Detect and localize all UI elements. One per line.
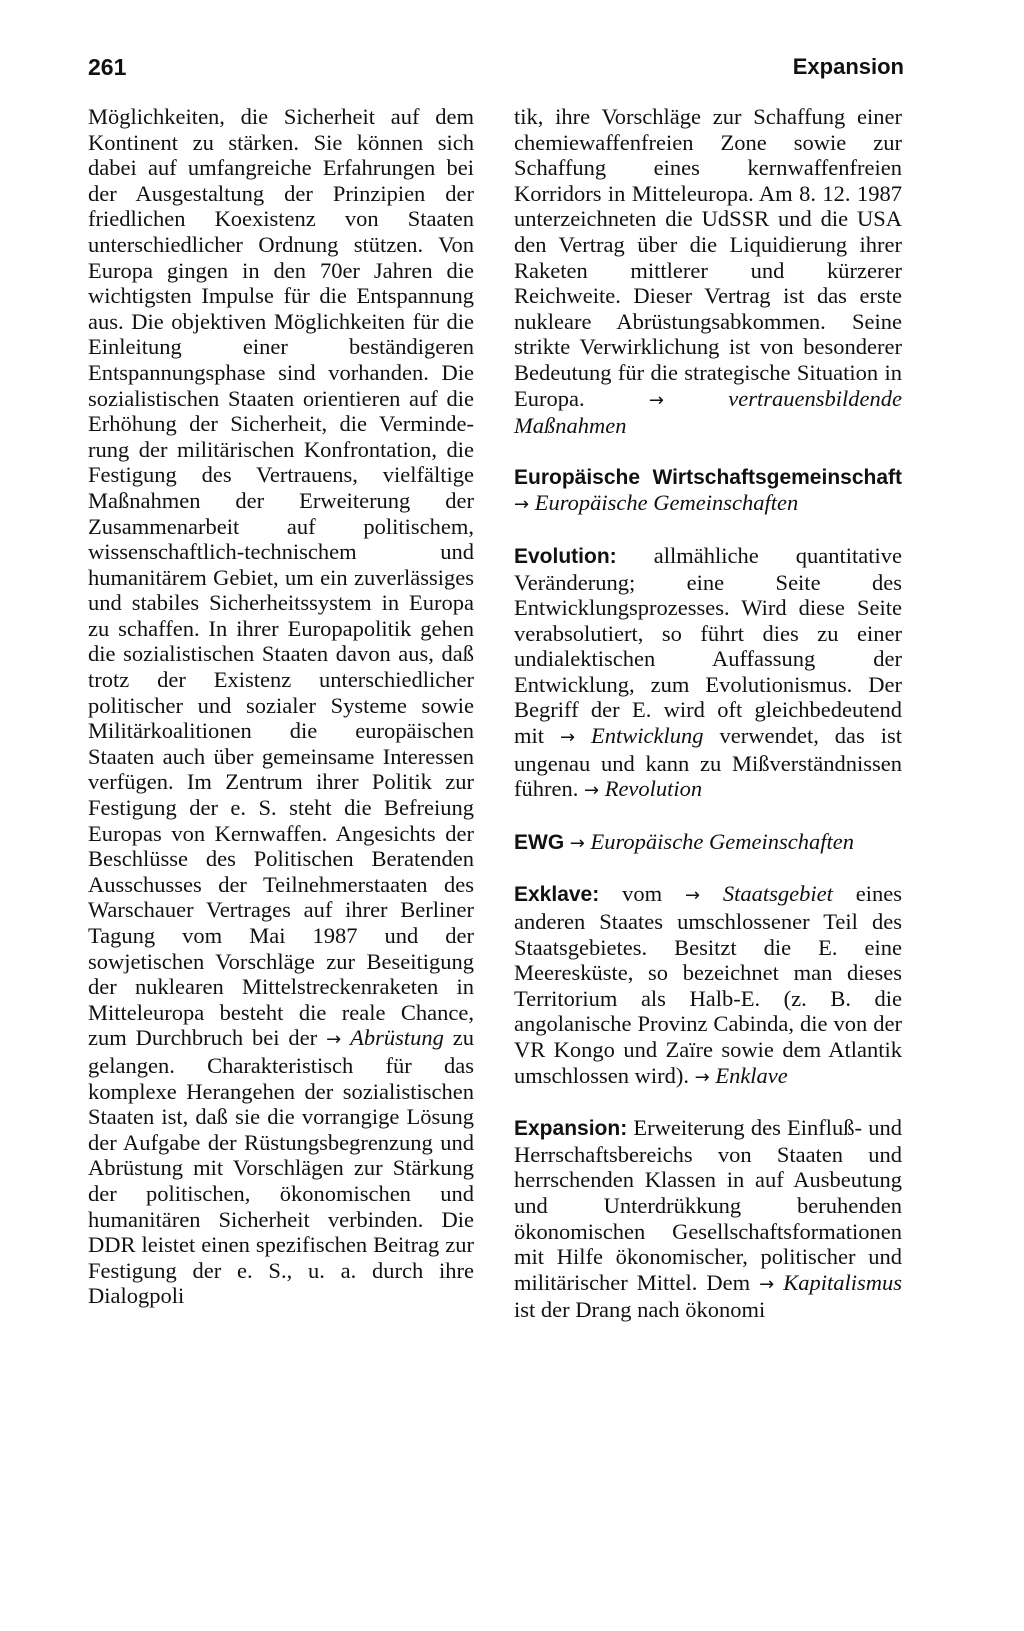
- cross-reference-entwicklung[interactable]: Entwicklung: [591, 723, 704, 749]
- continuation-text: tik, ihre Vorschläge zur Schaffung einer chemiewaffenfreien Zone sowie zur Schaffung eines kernwaffenfreien Korridors in Mitteleuropa. Am 8. 12. 1987 unterzeichneten die UdSSR und die USA den Vertrag über die Liquidierung ihrer Raketen mittlerer und kürzerer Reichweite. Dieser Vertrag ist das erste nukleare Abrüstungsabkommen. Seine strikte Verwirklichung ist von besonderer Bedeutung für die strategische Situation in Europa.: [514, 104, 902, 411]
- arrow-icon: →: [583, 780, 600, 802]
- entry-evolution: [514, 543, 902, 804]
- cross-reference-revolution[interactable]: Revolution: [604, 776, 703, 802]
- running-head: Expansion: [792, 54, 904, 79]
- page-number: 261: [88, 54, 127, 80]
- entry-expansion: [514, 1115, 902, 1323]
- cross-reference-abruestung[interactable]: Abrüstung: [350, 1025, 444, 1051]
- arrow-icon: →: [759, 1273, 775, 1295]
- lemma-ewg: EWG: [514, 830, 565, 854]
- right-column: [514, 104, 902, 1323]
- left-column-paragraph: [88, 104, 474, 1309]
- cross-reference-kapitalismus[interactable]: Kapitalismus: [783, 1269, 902, 1295]
- entry-ewg: [514, 829, 902, 857]
- cross-reference-europaeische-gemeinschaften[interactable]: Europäische Gemeinschaften: [534, 490, 799, 516]
- entry-exklave: [514, 881, 902, 1090]
- entry-text-after: eines anderen Staates umschlossener Teil des Staatsgebietes. Besitzt die E. eine Meeresküste, so bezeichnet man dieses Territorium als Halb-E. (z. B. die angolanische Provinz Cabinda, die von der VR Kongo und Zaïre sowie dem Atlantik umschlossen wird).: [514, 881, 902, 1088]
- arrow-icon: →: [694, 1066, 710, 1088]
- arrow-icon: →: [569, 832, 585, 854]
- entry-text-after: verwendet, das ist ungenau und kann zu Mißverständnissen führen.: [514, 723, 903, 802]
- entry-text: vom: [622, 881, 663, 907]
- lemma-expansion: Expansion:: [514, 1117, 628, 1141]
- arrow-icon: →: [326, 1029, 342, 1051]
- left-text-1: Möglichkeiten, die Sicherheit auf dem Kontinent zu stärken. Sie können sich dabei auf umfangreiche Erfahrungen bei der Ausgestaltung der Prinzipien der friedlichen Koexistenz von Staaten unterschiedlicher Ordnung stützen. Von Europa gingen in den 70er Jahren die wichtigsten Impulse für die Entspannung aus. Die objektiven Möglichkeiten für die Einleitung einer beständigeren Entspannungsphase sind vorhanden. Die sozialistischen Staaten orientieren auf die Erhöhung der Sicherheit, die Verminderung der militärischen Konfrontation, die Festigung des Vertrauens, vielfältige Maßnahmen der Erweiterung der Zusammenarbeit auf politischem, wissenschaftlich-technischem und humanitärem Gebiet, um ein zuverlässiges und stabiles Sicherheitssystem in Europa zu schaffen. In ihrer Europapolitik gehen die sozialistischen Staaten davon aus, daß trotz der Existenz unterschiedlicher politischer und sozialer Systeme sowie Militärkoalitionen die europäischen Staaten auch über gemeinsame Interessen verfügen. Im Zentrum ihrer Politik zur Festigung der e. S. steht die Befreiung Europas von Kernwaffen. Angesichts der Beschlüsse des Politischen Beratenden Ausschusses der Teilnehmerstaaten des Warschauer Vertrages auf ihrer Berliner Tagung vom Mai 1987 und der sowjetischen Vorschläge zur Beseitigung der nuklearen Mittelstreckenraketen in Mitteleuropa besteht die reale Chance, zum Durchbruch bei der: [88, 104, 474, 1051]
- entry-ewg-full: [514, 464, 902, 518]
- lemma-exklave: Exklave:: [514, 883, 600, 907]
- left-column: [88, 104, 474, 1309]
- arrow-icon: →: [684, 885, 701, 907]
- arrow-icon: →: [648, 389, 664, 411]
- entry-text: allmähliche quantitative Veränderung; eine Seite des Entwicklungsprozesses. Wird diese Seite verabsolutiert, so führt dies zu einer undialektischen Auffassung der Entwicklung, zum Evolutionismus. Der Begriff der E. wird oft gleichbedeutend mit: [514, 542, 903, 749]
- entry-text-after: ist der Drang nach ökonomi: [514, 1297, 766, 1323]
- continuation-paragraph: [514, 104, 902, 439]
- lemma-evolution: Evolution:: [514, 544, 617, 568]
- arrow-icon: →: [514, 494, 530, 516]
- cross-reference-enklave[interactable]: Enklave: [715, 1062, 788, 1088]
- cross-reference-vertrauensbildende-massnahmen[interactable]: vertrauensbildende Maßnahmen: [514, 385, 903, 439]
- cross-reference-staatsgebiet[interactable]: Staatsgebiet: [722, 881, 833, 907]
- cross-reference-europaeische-gemeinschaften[interactable]: Europäische Gemeinschaften: [590, 828, 854, 854]
- lemma-europaeische-wirtschaftsgemeinschaft: Europäische Wirtschaftsgemeinschaft: [514, 465, 902, 489]
- entry-text: Erweiterung des Einfluß- und Herrschaftsbereichs von Staaten und herrschenden Klassen in auf Ausbeutung und Unterdrükkung beruhenden ökonomischen Gesellschaftsformationen mit Hilfe ökonomischer, politischer und militärischer Mittel. Dem: [514, 1115, 902, 1295]
- left-text-2: zu gelangen. Charakteristisch für das komplexe Herangehen der sozialistischen Staaten ist, daß sie die vorrangige Lösung der Aufgabe der Rüstungsbegrenzung und Abrüstung mit Vorschlägen zur Stärkung der politischen, ökonomischen und humanitären Sicherheit verbinden. Die DDR leistet einen spezifischen Beitrag zur Festigung der e. S., u. a. durch ihre Dialogpoli: [88, 1025, 475, 1309]
- arrow-icon: →: [559, 727, 576, 749]
